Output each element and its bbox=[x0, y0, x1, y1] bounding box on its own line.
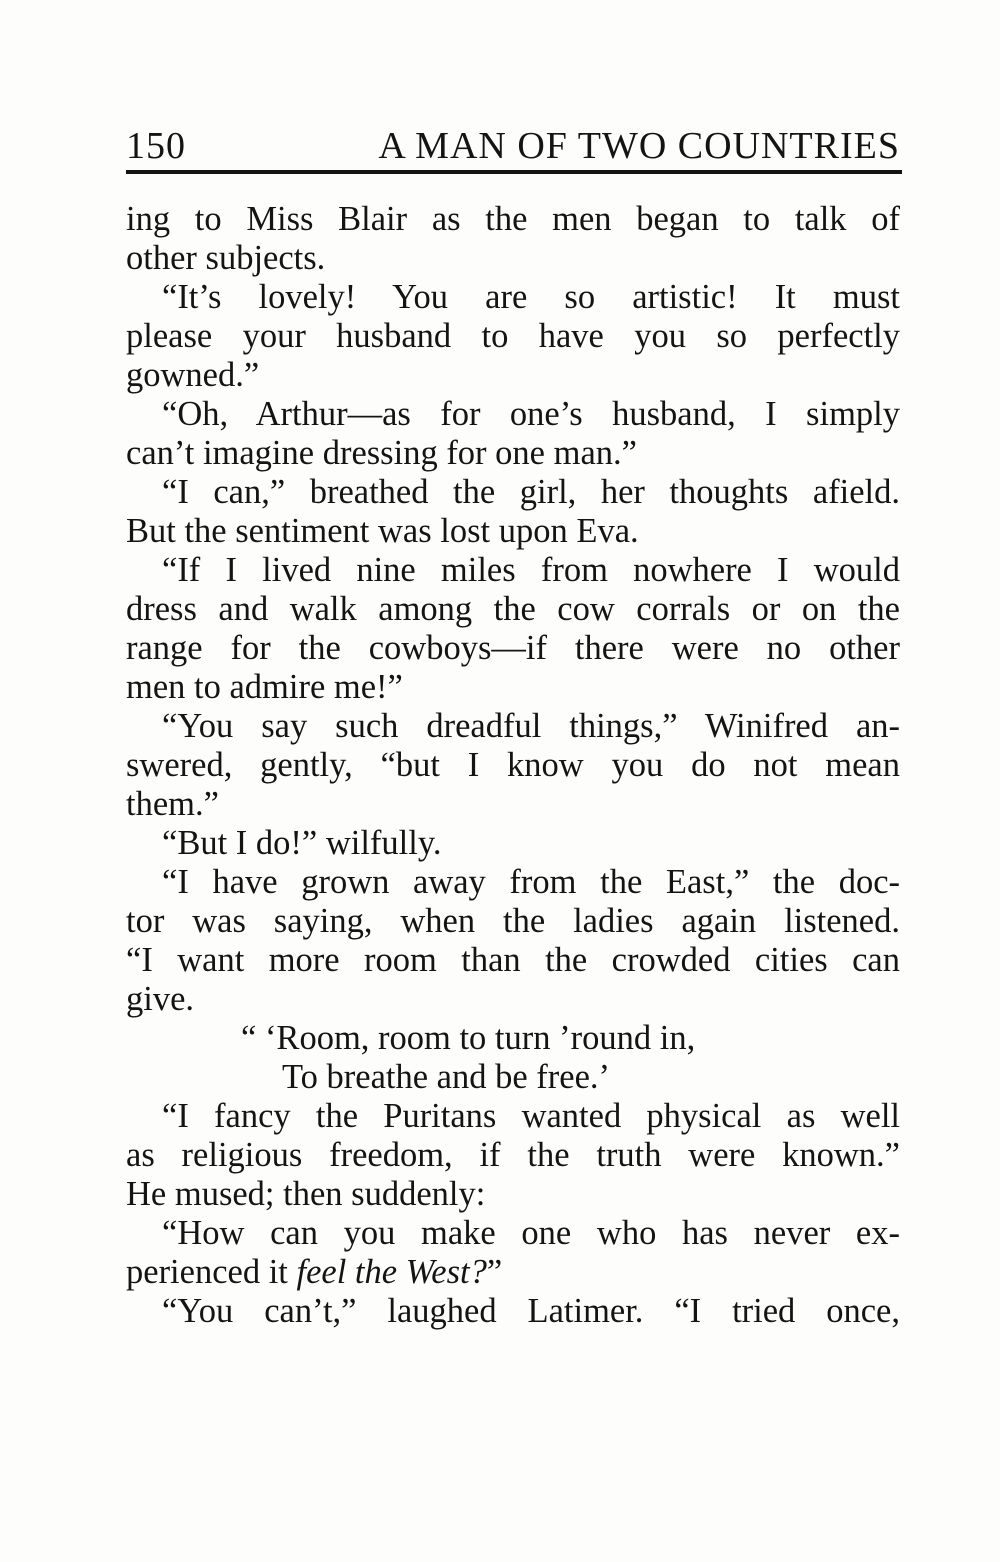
text-line-with-italic bbox=[126, 1253, 900, 1292]
text-segment: ” bbox=[486, 1253, 503, 1291]
text-line: “You say such dreadful things,” Winifred an- bbox=[162, 707, 900, 745]
text-line: tor was saying, when the ladies again listened. bbox=[126, 902, 900, 940]
text-line: “I have grown away from the East,” the doc- bbox=[162, 863, 900, 901]
text-line: “I can,” breathed the girl, her thoughts afield. bbox=[162, 473, 900, 511]
text-line: them.” bbox=[126, 785, 219, 823]
text-line: “I fancy the Puritans wanted physical as well bbox=[162, 1097, 900, 1135]
body-text bbox=[126, 200, 900, 1331]
text-line: please your husband to have you so perfectly bbox=[126, 317, 900, 355]
text-line: “You can’t,” laughed Latimer. “I tried once, bbox=[162, 1292, 900, 1330]
text-line: give. bbox=[126, 980, 195, 1018]
text-line: dress and walk among the cow corrals or on the bbox=[126, 590, 900, 628]
text-line: ing to Miss Blair as the men began to talk of bbox=[126, 200, 900, 238]
page-number: 150 bbox=[126, 125, 186, 167]
text-line: other subjects. bbox=[126, 239, 326, 277]
verse-line: To breathe and be free.’ bbox=[282, 1058, 611, 1096]
text-line: “If I lived nine miles from nowhere I would bbox=[162, 551, 900, 589]
running-title: A MAN OF TWO COUNTRIES bbox=[378, 125, 900, 167]
header-rule bbox=[126, 170, 902, 174]
text-line: “How can you make one who has never ex- bbox=[162, 1214, 900, 1252]
text-line: “Oh, Arthur—as for one’s husband, I simply bbox=[162, 395, 900, 433]
text-line: can’t imagine dressing for one man.” bbox=[126, 434, 637, 472]
verse-line: “ ‘Room, room to turn ’round in, bbox=[241, 1019, 696, 1057]
text-line: But the sentiment was lost upon Eva. bbox=[126, 512, 639, 550]
text-line: “It’s lovely! You are so artistic! It must bbox=[162, 278, 900, 316]
text-line: gowned.” bbox=[126, 356, 260, 394]
text-line: He mused; then suddenly: bbox=[126, 1175, 486, 1213]
text-line: range for the cowboys—if there were no other bbox=[126, 629, 900, 667]
text-line: swered, gently, “but I know you do not mean bbox=[126, 746, 900, 784]
text-line: “I want more room than the crowded cities can bbox=[126, 941, 900, 979]
text-segment: perienced it bbox=[126, 1253, 297, 1291]
italic-text: feel the West? bbox=[296, 1253, 487, 1291]
text-line: “But I do!” wilfully. bbox=[162, 824, 442, 862]
running-head bbox=[126, 121, 900, 171]
text-line: as religious freedom, if the truth were known.” bbox=[126, 1136, 900, 1174]
text-line: men to admire me!” bbox=[126, 668, 403, 706]
